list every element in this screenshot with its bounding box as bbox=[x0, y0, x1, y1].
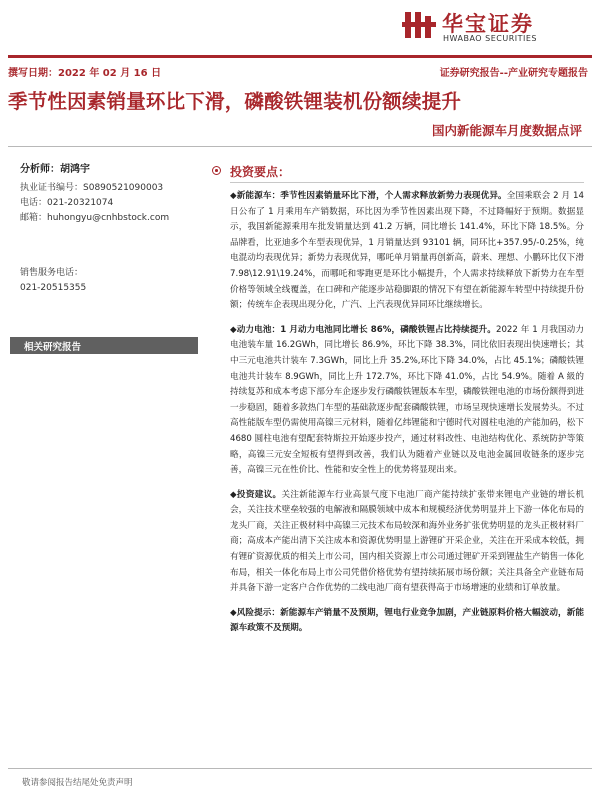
investment-highlights bbox=[230, 162, 584, 646]
report-title: 季节性因素销量环比下滑，磷酸铁锂装机份额续提升 bbox=[8, 90, 462, 113]
sales-label: 销售服务电话： bbox=[20, 268, 84, 278]
analyst-phone: 电话：021-20321074 bbox=[20, 198, 114, 208]
license-number: 执业证书编号：S0890521090003 bbox=[20, 183, 164, 193]
title-divider bbox=[8, 146, 592, 147]
footer-disclaimer: 敬请参阅报告结尾处免责声明 bbox=[22, 778, 133, 788]
target-icon bbox=[212, 166, 221, 175]
company-logo bbox=[402, 6, 592, 46]
brand-name-en: HWABAO SECURITIES bbox=[443, 34, 537, 43]
related-reports-label: 相关研究报告 bbox=[24, 342, 82, 353]
sales-phone: 021-20515355 bbox=[20, 283, 87, 293]
paragraph-risk-text: ◆风险提示：新能源车产销量不及预期，锂电行业竞争加剧，产业链原料价格大幅波动，新能源车政策不及预期。 bbox=[230, 607, 584, 634]
related-reports-header bbox=[10, 337, 198, 354]
paragraph-advice bbox=[230, 488, 584, 597]
paragraph-advice-head: ◆投资建议。 bbox=[230, 489, 282, 500]
paragraph-nev-body: 全国乘联会 2 月 14 日公布了 1 月乘用车产销数据，环比因为季节性因素出现下降，不过降幅好于预期。数据显示，我国新能源乘用车批发销量达到 41.2 万辆，同比增长 141.4%，环比下降 18.5%。分品牌看，比亚迪多个车型表现优异，1 月销量达到 93101 辆，同环比+357.95/-0.25%，纯电混动均表现优异；新势力表现优异，哪吒单月销量再创新高，蔚来、理想、小鹏环比仅下滑 7.98\12.91\19.24%，而哪吒和零跑更是环比小幅提升，个人需求持续释放下新势力在车型价格等领域全线覆盖，在口碑和产能逐步站稳脚跟的情况下有望在新能源车转型中持续提升份额；传统车企表现出现分化，广汽、上汽表现优异同环比继续增长。 bbox=[230, 191, 584, 311]
footer-rule bbox=[8, 768, 592, 769]
header-rule bbox=[8, 55, 592, 58]
report-type: 证券研究报告--产业研究专题报告 bbox=[439, 68, 588, 79]
paragraph-risk bbox=[230, 606, 584, 637]
report-subtitle: 国内新能源车月度数据点评 bbox=[431, 123, 582, 138]
analyst-name: 分析师：胡鸿宇 bbox=[20, 164, 90, 175]
analyst-email[interactable]: 邮箱：huhongyu@cnhbstock.com bbox=[20, 213, 170, 223]
hwabao-logo-icon bbox=[402, 8, 436, 42]
section-header bbox=[230, 162, 584, 183]
brand-name-cn: 华宝证券 bbox=[442, 12, 534, 36]
section-title: 投资要点： bbox=[230, 165, 291, 179]
paragraph-battery bbox=[230, 323, 584, 479]
report-date: 撰写日期：2022 年 02 月 16 日 bbox=[8, 68, 162, 79]
paragraph-nev-head: ◆新能源车：季节性因素销量环比下滑，个人需求释放新势力表现优异。 bbox=[230, 191, 507, 201]
analyst-sidebar bbox=[20, 160, 190, 296]
paragraph-nev bbox=[230, 189, 584, 314]
paragraph-advice-body: 关注新能源车行业高景气度下电池厂商产能持续扩张带来锂电产业链的增长机会，关注技术壁垒较强的电解液和隔膜领域中成本和规模经济优势明显并上下游一体化布局的龙头厂商，关注正极材料中高镍三元技术布局较深和海外业务扩张优势明显的龙头正极材料厂商；高成本产能出清下关注成本和资源优势明显上游锂矿开采企业，关注在开采成本较低，拥有锂矿资源优质的相关上市公司，国内相关资源上市公司通过锂矿开采到锂盐生产销售一体化布局，相关一体化布局上市公司凭借价格优势有望持续拓展市场份额；关注具备全产业链布局并具备下游一定客户合作优势的二线电池厂商有望获得高于市场增速的业绩和订单放量。 bbox=[230, 489, 584, 594]
paragraph-battery-body: 2022 年 1 月我国动力电池装车量 16.2GWh，同比增长 86.9%，环比下降 38.3%，同比依旧表现出快速增长；其中三元电池共计装车 7.3GWh，同比上升 35.2%,环比下降 34.0%，占比 45.1%；磷酸铁锂电池共计装车 8.9GWh，同比上升 172.7%，环比下降 41.0%，占比 54.9%。随着 A 級的持续复苏和成本考虑下部分车企逐步发行磷酸铁锂版本车型，磷酸铁锂电池的市场份额得到进一步稳固，随着多款热门车型的基础款逐步配套磷酸铁锂，市场呈现快速增长发展势头。不过高性能版车型仍需使用高镍三元材料，随着亿纬锂能和宁德时代对圆柱电池的产能加码，松下 4680 圆柱电池有望配套特斯拉开始逐步投产，通过材料改性、电池结构优化、系统防护等策略，高镍三元安全短板有望得到改善，我们认为随着产业链以及电池金属回收链条的逐步完善，高镍三元在性价比、性能和安全性上的优势将显现出来。 bbox=[230, 324, 584, 476]
paragraph-battery-head: ◆动力电池：1 月动力电池同比增长 86%，磷酸铁锂占比持续提升。 bbox=[230, 324, 496, 335]
